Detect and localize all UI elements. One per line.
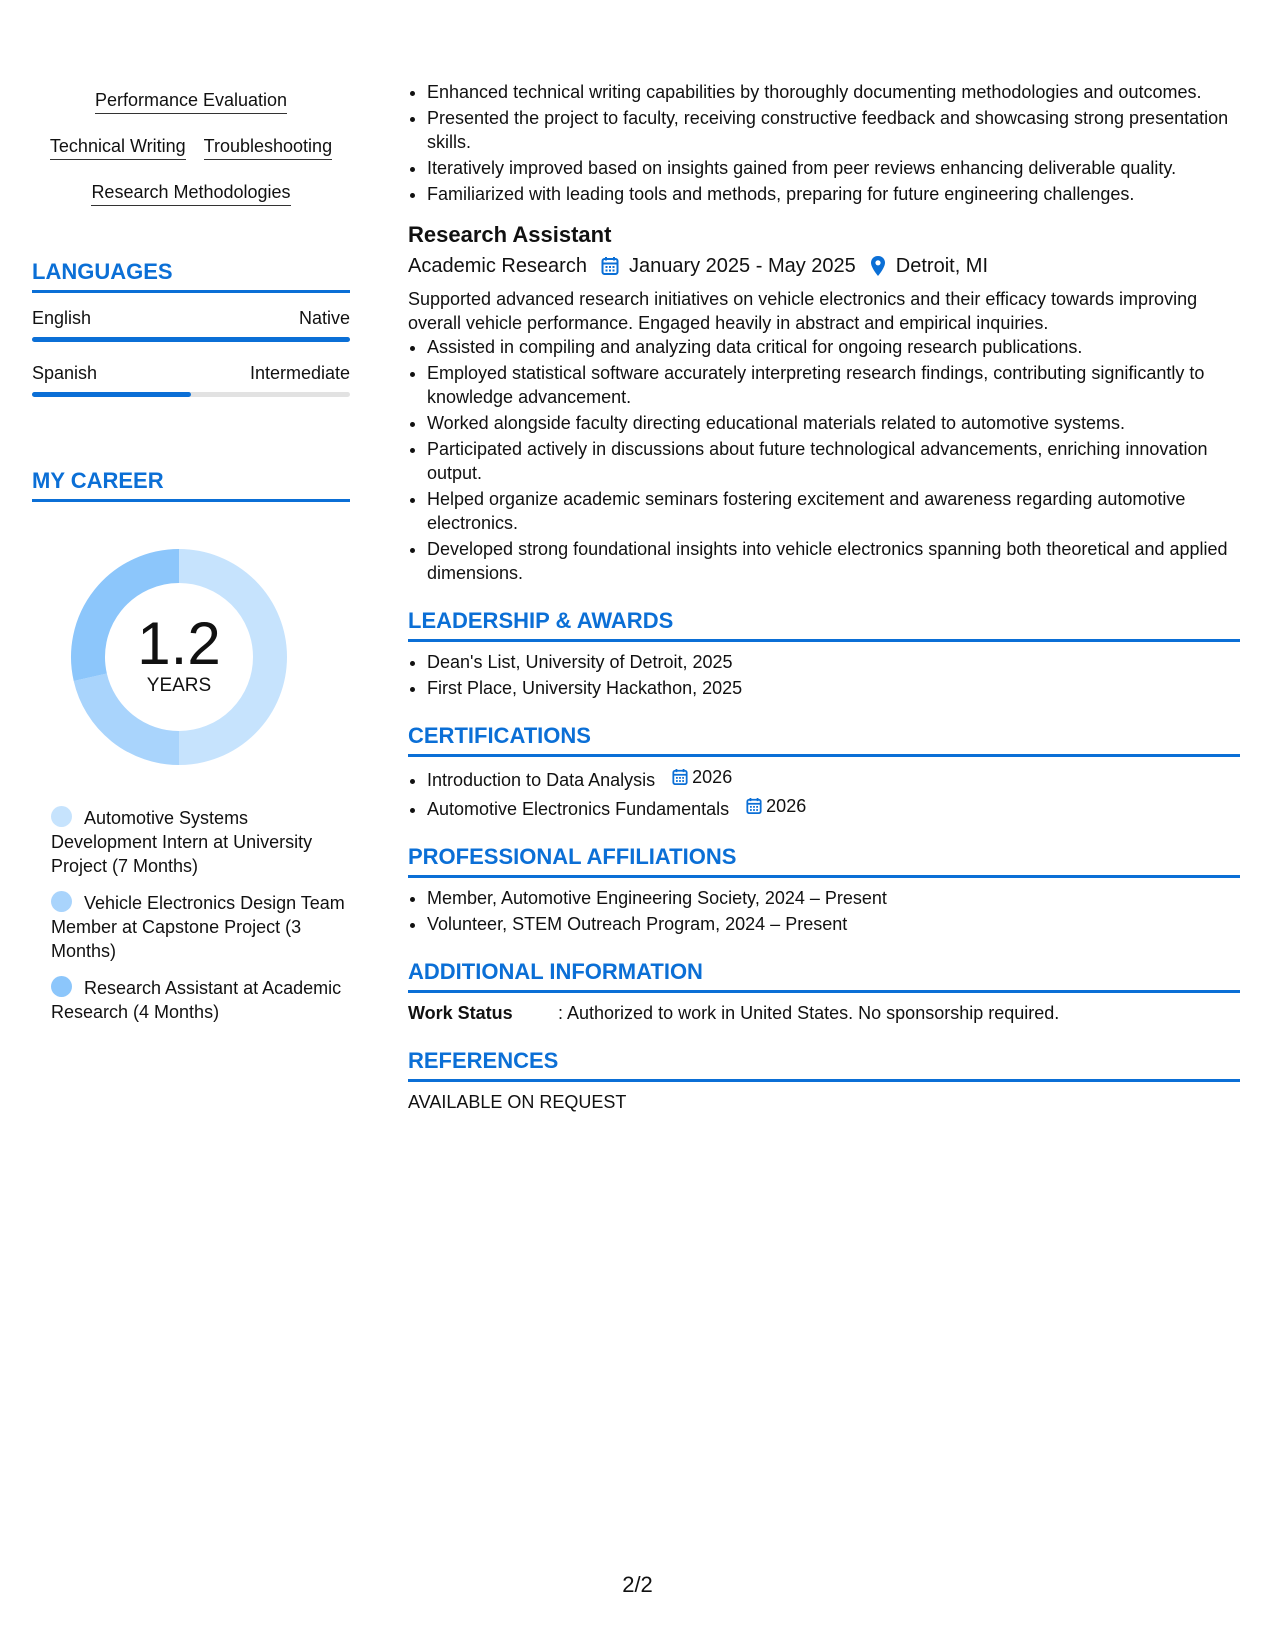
career-legend-label: Automotive Systems Development Intern at University Project (7 Months) (51, 808, 313, 876)
bullet-item: • Dean's List, University of Detroit, 2025 (427, 650, 1240, 674)
bullet-item: • Member, Automotive Engineering Society, 2024 – Present (427, 886, 1240, 910)
leadership-section (408, 607, 1240, 700)
legend-dot (51, 891, 72, 912)
language-name: English (32, 308, 92, 328)
cert-item (427, 765, 1240, 792)
job-summary: Supported advanced research initiatives on vehicle electronics and their efficacy towards improving overall vehicle performance. Engaged heavily in abstract and empirical inquiries. (408, 289, 1198, 333)
career-legend-item (51, 976, 350, 1024)
legend-dot (51, 976, 72, 997)
bullet-item: • Employed statistical software accurately interpreting research findings, contributing significantly to knowledge advancement. (427, 361, 1240, 409)
cert-year: 2026 (766, 796, 807, 816)
language-level-bar (32, 337, 350, 342)
job-bullets (408, 335, 1240, 585)
language-item (32, 362, 350, 397)
cert-name: Introduction to Data Analysis (427, 770, 656, 790)
career-legend (32, 806, 350, 1024)
legend-dot (51, 806, 72, 827)
section-title-languages: LANGUAGES (32, 258, 350, 293)
calendar-icon (601, 256, 619, 276)
career-donut-chart (66, 544, 292, 770)
section-title-career: MY CAREER (32, 467, 350, 502)
career-legend-item (51, 806, 350, 878)
job-title: Research Assistant (408, 222, 612, 247)
language-level: Intermediate (249, 363, 350, 383)
section-title-certifications: CERTIFICATIONS (408, 722, 1240, 757)
references-text: AVAILABLE ON REQUEST (408, 1092, 627, 1112)
section-title-references: REFERENCES (408, 1047, 1240, 1082)
languages-section (32, 258, 350, 397)
language-item (32, 307, 350, 342)
bullet-item: • Iteratively improved based on insights gained from peer reviews enhancing deliverable quality. (427, 156, 1240, 180)
right-column (408, 80, 1240, 1114)
bullet-item: • Developed strong foundational insights into vehicle electronics spanning both theoretical and applied dimensions. (427, 537, 1240, 585)
skills-list (32, 80, 350, 218)
section-title-affiliations: PROFESSIONAL AFFILIATIONS (408, 843, 1240, 878)
bullet-item: • Assisted in compiling and analyzing data critical for ongoing research publications. (427, 335, 1240, 359)
cert-item (427, 794, 1240, 821)
career-section (32, 467, 350, 1024)
job-location: Detroit, MI (895, 255, 989, 277)
bullet-item: • Helped organize academic seminars fostering excitement and awareness regarding automotive electronics. (427, 487, 1240, 535)
skill-tag: Troubleshooting (204, 136, 332, 160)
cert-year: 2026 (692, 767, 733, 787)
bullet-item: • Participated actively in discussions about future technological advancements, enriching innovation output. (427, 437, 1240, 485)
certifications-section (408, 722, 1240, 821)
bullet-item: • Worked alongside faculty directing educational materials related to automotive systems. (427, 411, 1240, 435)
left-column (32, 80, 350, 1037)
additional-section (408, 958, 1240, 1025)
calendar-icon (746, 797, 762, 815)
calendar-icon (672, 768, 688, 786)
career-total-unit: YEARS (146, 675, 212, 696)
job-entry (408, 221, 1240, 585)
job-company: Academic Research (408, 255, 587, 277)
bullet-item: • First Place, University Hackathon, 2025 (427, 676, 1240, 700)
info-row (408, 1001, 1240, 1025)
page-number: 2/2 (622, 1572, 653, 1597)
language-level: Native (298, 308, 350, 328)
career-legend-label: Vehicle Electronics Design Team Member at Capstone Project (3 Months) (51, 893, 345, 961)
map-pin-icon (870, 255, 886, 277)
career-legend-label: Research Assistant at Academic Research (4 Months) (51, 978, 342, 1022)
skill-tag: Performance Evaluation (95, 90, 287, 114)
prev-job-bullets (408, 80, 1240, 206)
info-label: Work Status (408, 1003, 513, 1023)
skill-tag: Research Methodologies (91, 182, 290, 206)
affiliations-section (408, 843, 1240, 936)
info-value: : Authorized to work in United States. No sponsorship required. (558, 1003, 1060, 1023)
language-name: Spanish (32, 363, 98, 383)
career-total-value: 1.2 (137, 610, 221, 677)
bullet-item: • Familiarized with leading tools and methods, preparing for future engineering challenges. (427, 182, 1240, 206)
section-title-leadership: LEADERSHIP & AWARDS (408, 607, 1240, 642)
bullet-item: • Volunteer, STEM Outreach Program, 2024 – Present (427, 912, 1240, 936)
job-dates: January 2025 - May 2025 (628, 255, 856, 277)
bullet-item: • Enhanced technical writing capabilities by thoroughly documenting methodologies and outcomes. (427, 80, 1240, 104)
section-title-additional: ADDITIONAL INFORMATION (408, 958, 1240, 993)
bullet-item: • Presented the project to faculty, receiving constructive feedback and showcasing strong presentation skills. (427, 106, 1240, 154)
cert-name: Automotive Electronics Fundamentals (427, 799, 730, 819)
career-legend-item (51, 891, 350, 963)
skill-tag: Technical Writing (50, 136, 186, 160)
job-meta (408, 253, 1240, 279)
references-section (408, 1047, 1240, 1114)
language-level-bar (32, 392, 350, 397)
